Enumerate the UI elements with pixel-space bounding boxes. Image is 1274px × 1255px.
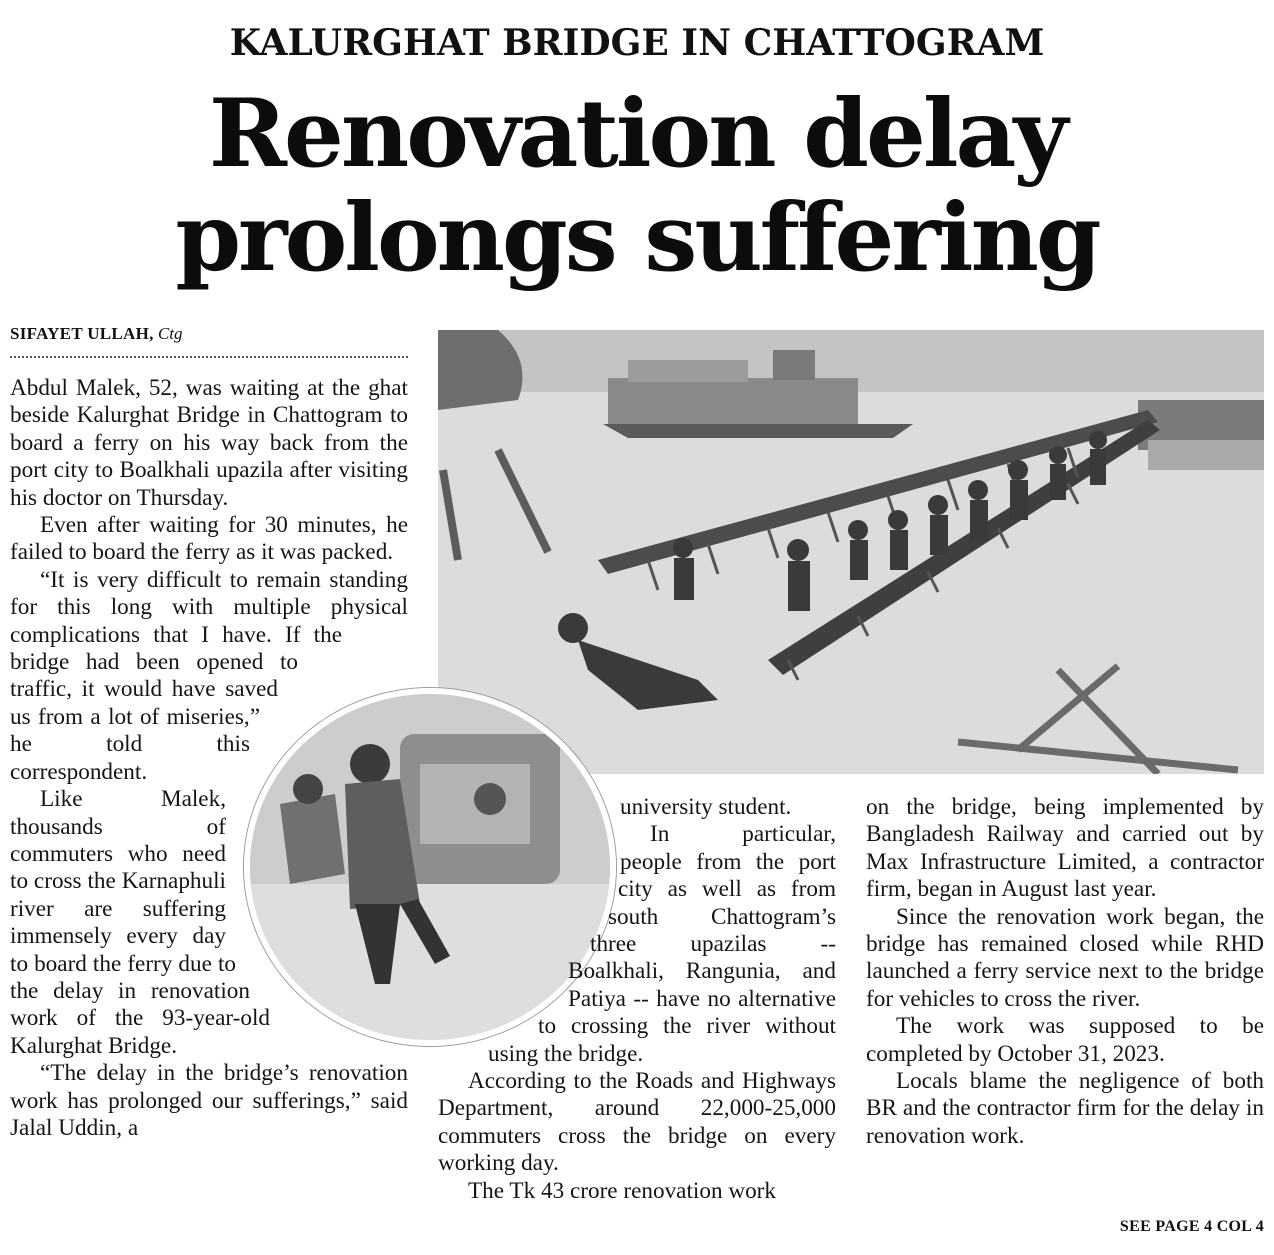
byline (10, 324, 183, 344)
inset-wrap-curve-9 (226, 862, 408, 889)
inset-wrap-curve-5 (250, 752, 408, 779)
paragraph: The Tk 43 crore renovation work (468, 1177, 776, 1204)
column-2 (438, 794, 836, 1244)
inset-wrap-curve-10 (226, 889, 408, 916)
paragraph: “It is very difficult to remain standing for this long with multiple physical complications that I have. If the bridge had been opened to traffic, it would have saved us from a lot of miseries,” he told this correspondent. (10, 566, 408, 785)
inset-wrap-left-7 (438, 986, 538, 1014)
jump-line: SEE PAGE 4 COL 4 (1119, 1218, 1264, 1235)
headline-line-1: Renovation delay (208, 79, 1066, 189)
inset-wrap-curve-12 (236, 944, 408, 972)
main-photo-illustration (438, 330, 1264, 774)
inset-wrap-curve-7 (226, 807, 408, 834)
inset-wrap-curve-13 (250, 972, 408, 999)
byline-name: SIFAYET ULLAH, (10, 324, 154, 343)
paragraph: The work was supposed to be completed by October 31, 2023. (866, 1013, 1264, 1067)
inset-wrap-curve-11 (226, 916, 408, 944)
headline (0, 79, 1274, 293)
paragraph: university student. (620, 794, 792, 820)
paragraph: Since the renovation work began, the bridge has remained closed while RHD launched a ferry service next to the bridge for vehicles to cross the river. (866, 903, 1264, 1012)
inset-wrap-left-2 (438, 821, 620, 876)
inset-wrap-curve-6 (236, 779, 408, 807)
paragraph: Locals blame the negligence of both BR and the contractor firm for the delay in renovation work. (866, 1068, 1264, 1149)
inset-wrap-left-1 (438, 794, 616, 821)
inset-wrap-left-5 (438, 931, 590, 958)
main-photo (438, 330, 1264, 774)
paragraph: Like Malek, thousands of commuters who need to cross the Karnaphuli river are suffering immensely every day to board the ferry due to the delay in renovation work of the 93-year-old Kalurghat Bridge. (10, 786, 270, 1059)
inset-wrap-curve-15 (308, 1027, 408, 1054)
inset-wrap-left-3 (438, 876, 618, 903)
inset-wrap-left-6 (438, 958, 568, 986)
paragraph: Abdul Malek, 52, was waiting at the ghat beside Kalurghat Bridge in Chattogram to board a ferry on his way back from the port city to Boalkhali upazila after visiting his doctor on Thursday. (10, 375, 408, 511)
kicker: KALURGHAT BRIDGE IN CHATTOGRAM (229, 22, 1045, 64)
paragraph: According to the Roads and Highways Department, around 22,000-25,000 commuters cross the bridge on every working day. (438, 1068, 836, 1177)
inset-wrap-curve-4 (260, 724, 408, 752)
column-3 (866, 794, 1264, 1214)
column-1 (10, 375, 408, 1245)
byline-location: Ctg (157, 324, 183, 343)
inset-wrap-curve-14 (270, 999, 408, 1027)
byline-divider (10, 356, 408, 358)
inset-wrap-curve-8 (226, 834, 408, 862)
inset-wrap-curve-1 (342, 643, 408, 670)
paragraph: Even after waiting for 30 minutes, he failed to board the ferry as it was packed. (10, 512, 408, 566)
inset-wrap-curve-2 (298, 670, 408, 697)
inset-wrap-left-8 (438, 1014, 488, 1041)
inset-wrap-curve-3 (278, 697, 408, 724)
headline-line-2: prolongs suffering (175, 183, 1099, 293)
inset-wrap-left-4 (438, 903, 608, 931)
paragraph: In particular, people from the port city as well as from south Chattogram’s three upazilas -- Boalkhali, Rangunia, and Patiya -- have no alternative to crossing the river without using the bridge. (488, 821, 836, 1067)
paragraph: on the bridge, being implemented by Bangladesh Railway and carried out by Max Infrastructure Limited, a contractor firm, began in August last year. (866, 794, 1264, 903)
paragraph: “The delay in the bridge’s renovation work has prolonged our sufferings,” said Jalal Uddin, a (10, 1060, 408, 1141)
